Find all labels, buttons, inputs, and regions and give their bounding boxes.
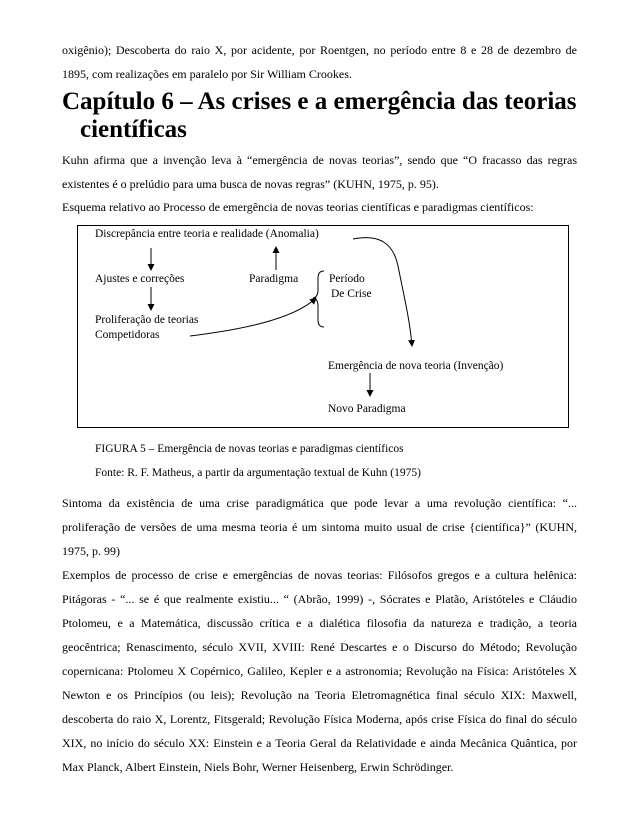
label-novo-paradigma: Novo Paradigma xyxy=(328,403,406,415)
figure-caption: FIGURA 5 – Emergência de novas teorias e paradigmas científicos xyxy=(95,443,404,455)
label-proliferacao: Proliferação de teorias xyxy=(95,314,199,326)
label-emergencia: Emergência de nova teoria (Invenção) xyxy=(328,360,504,372)
figure-source: Fonte: R. F. Matheus, a partir da argumentação textual de Kuhn (1975) xyxy=(95,467,421,479)
chapter-title: Capítulo 6 – As crises e a emergência das teorias científicas xyxy=(62,88,577,143)
sintoma-paragraph: Sintoma da existência de uma crise paradigmática que pode levar a uma revolução científica: “... proliferação de versões de uma mesma teoria é um sintoma muito usual de crise {científica}” (KUHN, 1975, p. 99) xyxy=(62,496,577,558)
arrow-proliferacao-crise xyxy=(190,298,316,336)
exemplos-paragraph: Exemplos de processo de crise e emergências de novas teorias: Filósofos gregos e a cultura helênica: Pitágoras - “... se é que realmente existiu... “ (Abrão, 1999) -, Sócrates e Platão, Aristóteles e Cláudio Ptolomeu, e a Matemática, discussão crítica e a dialética filosofia da natureza e tradição, a teoria geocêntrica; Renascimento, século XVII, XVIII: René Descartes e o Discurso do Método; Revolução copernicana: Ptolomeu X Copérnico, Galileo, Kepler e a astronomia; Revolução na Física: Aristóteles X Newton e os Princípios (ou leis); Revolução na Teoria Eletromagnética final século XIX: Maxwell, descoberta do raio X, Lorentz, Fitsgerald; Revolução Física Moderna, após crise Física do final do século XIX, no início do século XX: Einstein e a Teoria Geral da Relatividade e ainda Mecânica Quântica, por Max Planck, Albert Einstein, Niels Bohr, Werner Heisenberg, Erwin Schrödinger. xyxy=(62,568,577,774)
label-periodo: Período xyxy=(329,273,365,285)
schema-intro-paragraph: Esquema relativo ao Processo de emergência de novas teorias científicas e paradigmas científicos: xyxy=(62,200,534,214)
figure-diagram xyxy=(77,225,569,428)
label-competidoras: Competidoras xyxy=(95,329,160,341)
label-paradigma: Paradigma xyxy=(249,273,299,285)
label-de-crise: De Crise xyxy=(331,288,372,300)
crisis-brace xyxy=(313,271,324,327)
label-ajustes: Ajustes e correções xyxy=(95,273,185,285)
label-anomalia: Discrepância entre teoria e realidade (Anomalia) xyxy=(95,228,319,240)
kuhn-paragraph: Kuhn afirma que a invenção leva à “emergência de novas teorias”, sendo que “O fracasso das regras existentes é o prelúdio para uma busca de novas regras” (KUHN, 1975, p. 95). xyxy=(62,153,577,191)
intro-paragraph: oxigênio); Descoberta do raio X, por acidente, por Roentgen, no período entre 8 e 28 de dezembro de 1895, com realizações em paralelo por Sir William Crookes. xyxy=(62,43,577,81)
